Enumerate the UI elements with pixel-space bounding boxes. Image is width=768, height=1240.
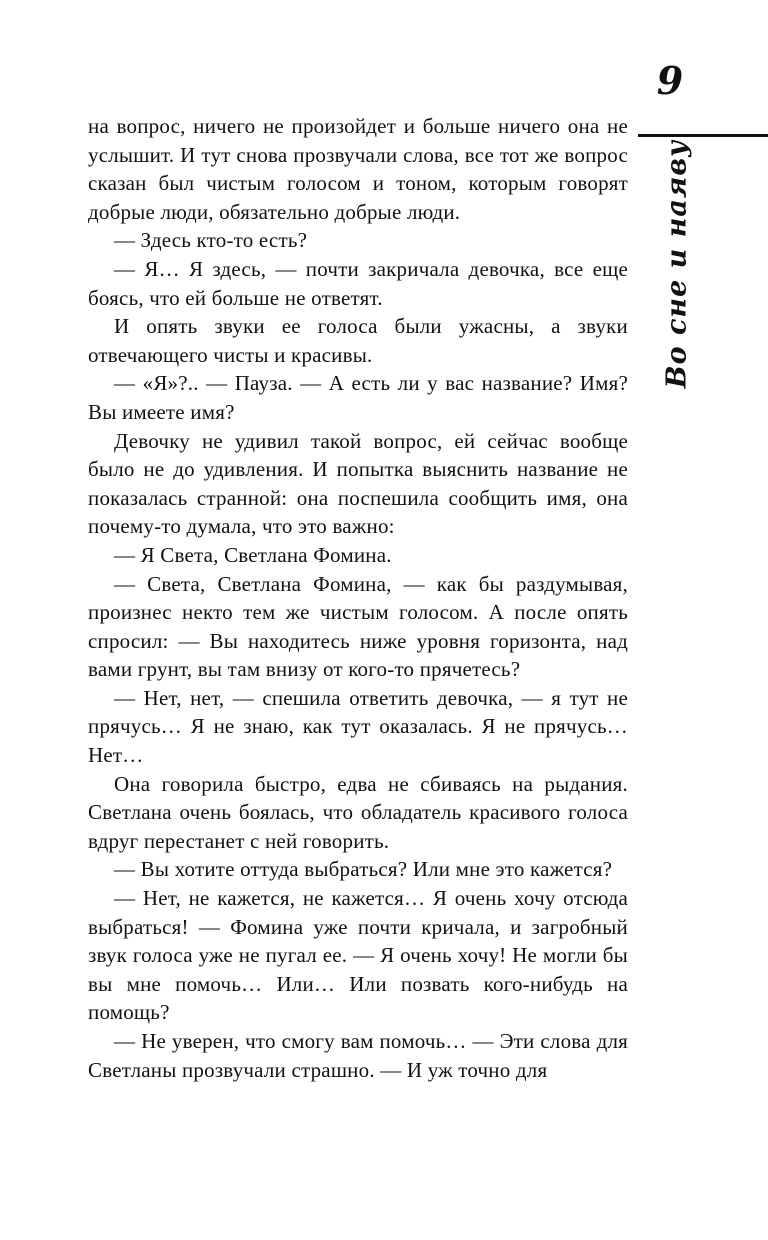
paragraph: — Я… Я здесь, — почти закричала девочка, все еще боясь, что ей больше не ответят. bbox=[88, 256, 628, 310]
header-rule bbox=[638, 134, 768, 137]
paragraph: — Не уверен, что смогу вам помочь… — Эти слова для Светланы прозвучали страшно. — И уж точно для bbox=[88, 1029, 628, 1082]
page-number: 9 bbox=[656, 58, 684, 103]
paragraph: — Я Света, Светлана Фомина. bbox=[114, 542, 392, 567]
paragraph: — Нет, нет, — спешила ответить девочка, — я тут не прячусь… Я не знаю, как тут оказалась. Я не прячусь… Нет… bbox=[88, 685, 628, 768]
paragraph: на вопрос, ничего не произойдет и больше ничего она не услышит. И тут снова прозвучали слова, все тот же вопрос сказан был чистым голосом и тоном, которым говорят добрые люди, обязательно добрые люди. bbox=[88, 114, 628, 224]
paragraph: — «Я»?.. — Пауза. — А есть ли у вас название? Имя? Вы имеете имя? bbox=[88, 371, 628, 424]
running-head-vertical: Во сне и наяву bbox=[661, 139, 693, 389]
body-text-column bbox=[88, 112, 628, 1084]
paragraph: — Света, Светлана Фомина, — как бы раздумывая, произнес некто тем же чистым голосом. А после опять спросил: — Вы находитесь ниже уровня горизонта, над вами грунт, вы там внизу от кого-то прячетесь? bbox=[88, 571, 628, 682]
paragraph: И опять звуки ее голоса были ужасны, а звуки отвечающего чисты и красивы. bbox=[88, 314, 628, 367]
paragraph: — Вы хотите оттуда выбраться? Или мне это кажется? bbox=[114, 857, 613, 882]
paragraph: Девочку не удивил такой вопрос, ей сейчас вообще было не до удивления. И попытка выяснить название не показалась странной: она поспешила сообщить имя, она почему-то думала, что это важно: bbox=[88, 428, 628, 539]
paragraph: — Нет, не кажется, не кажется… Я очень хочу отсюда выбраться! — Фомина уже почти кричала, и загробный звук голоса уже не пугал ее. — Я очень хочу! Не могли бы вы мне помочь… Или… Или позвать кого-нибудь на помощь? bbox=[88, 886, 628, 1025]
paragraph: Она говорила быстро, едва не сбиваясь на рыдания. Светлана очень боялась, что обладатель красивого голоса вдруг перестанет с ней говорить. bbox=[88, 771, 628, 853]
paragraph: — Здесь кто-то есть? bbox=[114, 228, 308, 253]
